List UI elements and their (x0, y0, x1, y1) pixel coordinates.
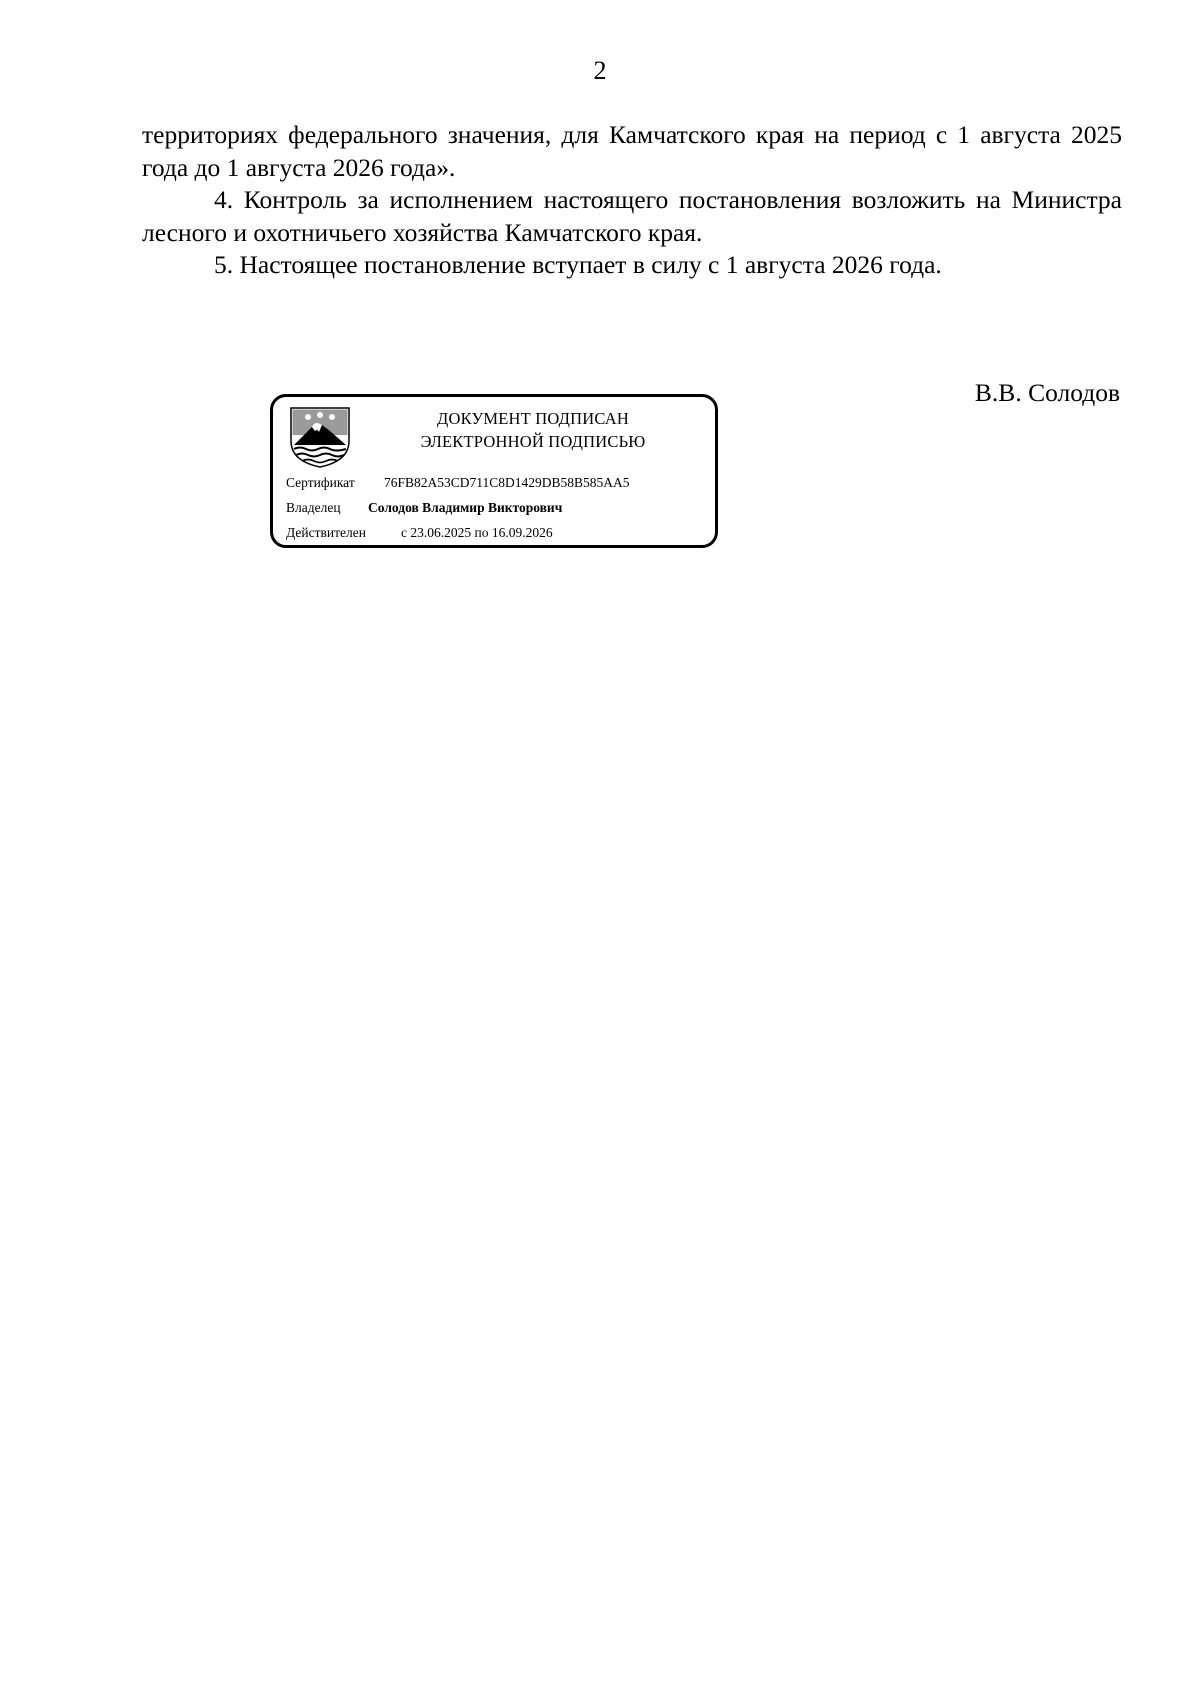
owner-value: Солодов Владимир Викторович (368, 500, 563, 515)
certificate-label: Сертификат (286, 475, 355, 490)
page-number: 2 (593, 56, 607, 85)
stamp-title-line-1: ДОКУМЕНТ ПОДПИСАН (437, 409, 629, 428)
validity-value: с 23.06.2025 по 16.09.2026 (401, 525, 553, 540)
owner-row (286, 499, 563, 517)
paragraph-5: 5. Настоящее постановление вступает в силу с 1 августа 2026 года. (214, 250, 942, 279)
paragraph-4: 4. Контроль за исполнением настоящего постановления возложить на Министра лесного и охотничьего хозяйства Камчатского края. (142, 185, 1122, 247)
document-body (142, 119, 1122, 282)
validity-label: Действителен (286, 525, 366, 540)
owner-label: Владелец (286, 500, 341, 515)
certificate-value: 76FB82A53CD711C8D1429DB58B585AA5 (384, 475, 630, 490)
stamp-title-line-2: ЭЛЕКТРОННОЙ ПОДПИСЬЮ (420, 432, 646, 451)
certificate-row (286, 474, 630, 492)
signatory-name: В.В. Солодов (974, 378, 1120, 407)
paragraph-continuation: территориях федерального значения, для Камчатского края на период с 1 августа 2025 года до 1 августа 2026 года». (142, 120, 1122, 182)
validity-row (286, 524, 553, 542)
kamchatka-coat-of-arms-icon (286, 405, 354, 469)
stamp-title (363, 407, 703, 453)
electronic-signature-stamp (270, 394, 718, 548)
